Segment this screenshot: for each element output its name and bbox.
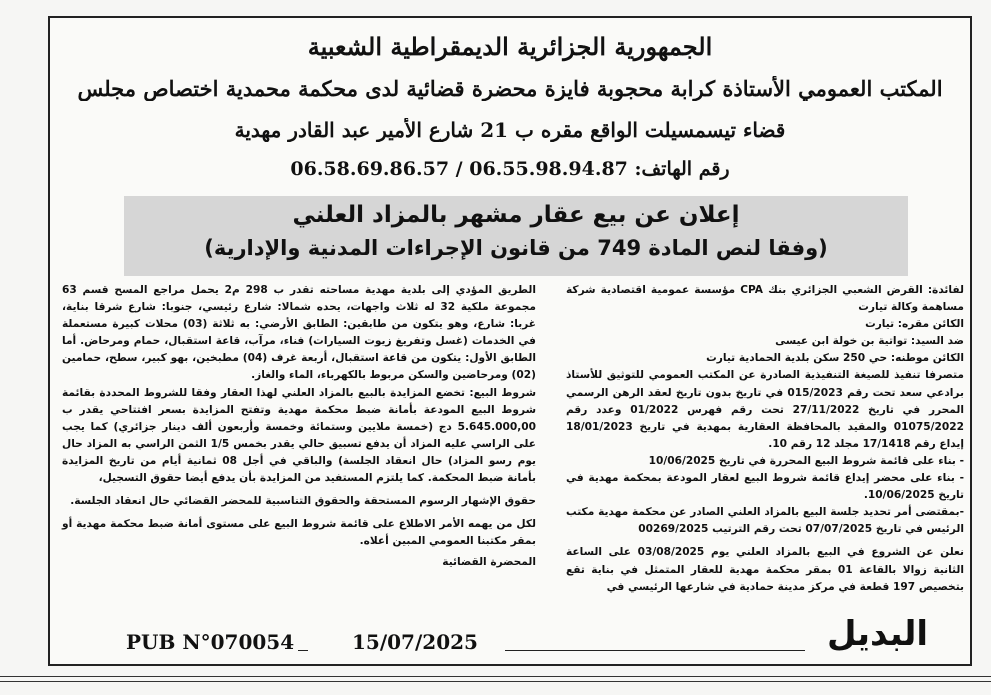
page-rule-1 <box>0 676 991 677</box>
consult-notice: لكل من يهمه الأمر الاطلاع على قائمة شروط البيع على مستوى أمانة ضبط محكمة مهدية أو بمقر مكتبنا العمومي المبين أعلاه. <box>62 518 536 548</box>
headline-subtitle: (وفقا لنص المادة 749 من قانون الإجراءات المدنية والإدارية) <box>204 236 828 260</box>
beneficiary: لفائدة: القرض الشعبي الجزائري بنك CPA مؤسسة عمومية اقتصادية شركة مساهمة وكالة تيارت <box>566 284 964 314</box>
announcement-frame <box>48 16 972 666</box>
beneficiary-address: الكائن مقره: تيارت <box>865 318 964 331</box>
right-column <box>566 282 964 596</box>
badil-label: البديل <box>826 614 928 654</box>
bailiff-office-line-1: المكتب العمومي الأستاذة كرابة محجوبة فايزة محضرة قضائية لدى محكمة محمدية اختصاص مجلس <box>77 76 943 101</box>
deposit-record: - بناء على محضر إيداع قائمة شروط البيع لعقار المودعة بمحكمة مهدية في تاريخ 10/06/2025. <box>566 472 964 502</box>
execution-basis: متصرفا تنفيذ للصيغة التنفيذية الصادرة عن المكتب العمومي للتوثيق للأستاذ برادعي سعد تحت رقم 015/2023 في تاريخ بدون تاريخ لعقد الرهن الرسمي المحرر في تاريخ 27/11/2022 تحت رقم فهرس 01/2022 وعدد رقم 01075/2022 والمقيد بالمحافظة العقارية بمهدية في تاريخ 18/01/2023 إيداع رقم 17/1418 مجلد 12 رقم 10. <box>566 369 965 450</box>
auction-notice: نعلن عن الشروع في البيع بالمزاد العلني يوم 03/08/2025 على الساعة الثانية زوالا بالقاعة 01 بمقر محكمة مهدية للعقار المتمثل في بناية تقع بتخصيص 197 قطعة في مركز مدينة حمادية في شارعها الرئيسي في <box>566 546 964 593</box>
publication-date: 15/07/2025 <box>352 630 478 654</box>
conditions-list-date: - بناء على قائمة شروط البيع المحررة في تاريخ 10/06/2025 <box>648 454 964 467</box>
page-rule-2 <box>0 681 991 682</box>
debtor: ضد السيد: تواتية بن خولة ابن عيسى <box>775 335 964 348</box>
phone-numbers: رقم الهاتف: 06.55.98.94.87 / 06.58.69.86.57 <box>290 158 730 180</box>
headline-box <box>124 196 908 276</box>
headline-title: إعلان عن بيع عقار مشهر بالمزاد العلني <box>292 202 740 228</box>
signature: المحضرة القضائية <box>442 556 536 569</box>
bailiff-office-line-2: قضاء تيسمسيلت الواقع مقره ب 21 شارع الأمير عبد القادر مهدية <box>234 118 786 142</box>
footer-rule-right <box>505 650 805 651</box>
session-order: -بمقتضى أمر تحديد جلسة البيع بالمزاد العلني الصادر عن محكمة مهدية مكتب الرئيس في تاريخ 07/07/2025 تحت رقم الترتيب 00269/2025 <box>566 506 964 536</box>
sale-conditions: شروط البيع: تخضع المزايدة بالبيع بالمزاد العلني لهذا العقار وفقا للشروط المحددة بقائمة شروط البيع المودعة بأمانة ضبط محكمة مهدية وتفتح المزايدة بسعر افتتاحي يقدر ب 5.645.000,00 دج (خمسة ملايين وستمائة وخمسة وأربعون ألف دينار جزائري) كما يجب على الراسي عليه المزاد أن يدفع تسبيق حالي يقدر بخمس 1/5 الثمن الراسي به المزاد حال يوم رسو المزاد) حال انعقاد الجلسة) والباقي في أجل 08 ثمانية أيام من تاريخ المزايدة بأمانة ضبط المحكمة. كما يلتزم المستفيد من المزايدة بأن يدفع أيضا حقوق التسجيل، <box>62 386 536 485</box>
publication-number: PUB N°070054 <box>126 630 295 654</box>
left-column <box>62 282 536 572</box>
footer-rule-dot <box>298 650 308 651</box>
publicity-fees: حقوق الإشهار الرسوم المستحقة والحقوق التناسبية للمحضر القضائي حال انعقاد الجلسة. <box>70 495 536 508</box>
property-description: الطريق المؤدي إلى بلدية مهدية مساحته تقدر ب 298 م2 يحمل مراجع المسح قسم 63 مجموعة ملكية 32 له ثلاث واجهات، يحده شمالا: شارع رئيسي، جنوبا: شارع شرقا بناية، غربا: شارع، وهو يتكون من طابقين: الطابق الأرضي: به ثلاثة (03) محلات كبيرة مستعملة في الخدمات (غسل وتفريغ زيوت السيارات) فناء، مرآب، قاعة استقبال، حمام ومرحاض. أما الطابق الأول: يتكون من قاعة استقبال، أربعة غرف (04) مطبخين، بهو كبير، سطح، حمامين (02) ومرحاضين والسكن مربوط بالكهرباء، الماء والغاز. <box>62 284 537 382</box>
republic-title: الجمهورية الجزائرية الديمقراطية الشعبية <box>307 32 713 61</box>
footer <box>50 614 970 664</box>
debtor-address: الكائن موطنه: حي 250 سكن بلدية الحمادية تيارت <box>706 352 964 365</box>
